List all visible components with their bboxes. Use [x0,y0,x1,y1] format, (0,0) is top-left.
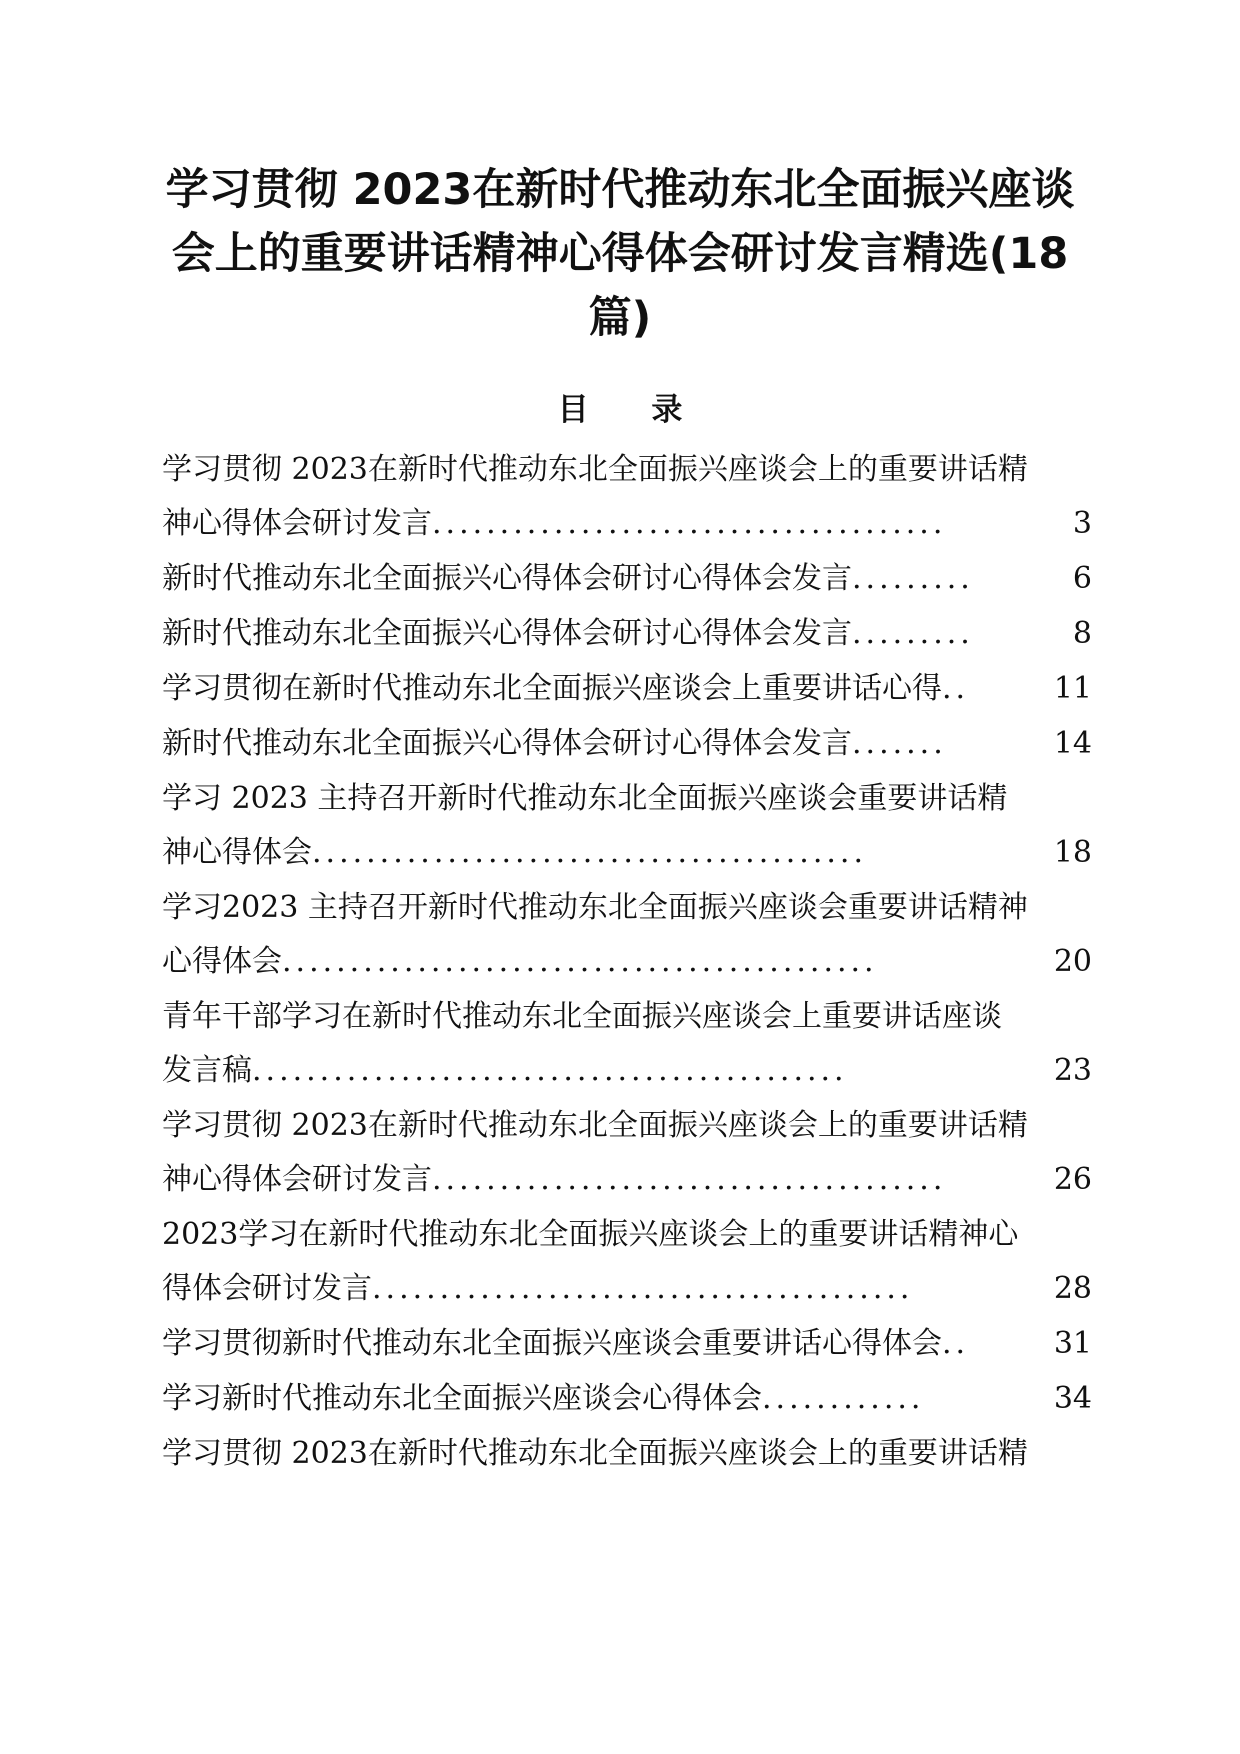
toc-entry[interactable] [162,671,1092,707]
toc-entry-text: 学习贯彻 2023在新时代推动东北全面振兴座谈会上的重要讲话精 [162,1108,1028,1143]
toc-page-number: 8 [1067,616,1092,652]
toc-page-number: 23 [1048,1053,1092,1089]
table-of-contents [162,452,1092,1490]
toc-entry-text: 青年干部学习在新时代推动东北全面振兴座谈会上重要讲话座谈 [162,999,1002,1034]
toc-dot-leader: ....... [852,726,947,761]
toc-dot-leader: ...................................... [432,1162,947,1197]
toc-page-number: 31 [1048,1326,1092,1362]
toc-page-number: 6 [1067,561,1092,597]
toc-dot-leader: ......... [852,616,974,651]
toc-page-number: 28 [1048,1271,1092,1307]
toc-entry-line [162,999,1092,1035]
toc-entry-line [162,1217,1092,1253]
toc-entry-text: 心得体会 [162,944,282,979]
toc-page-number: 26 [1048,1162,1092,1198]
toc-dot-leader: ...................................... [432,506,947,541]
toc-entry-text: 发言稿 [162,1053,252,1088]
toc-entry-text: 2023学习在新时代推动东北全面振兴座谈会上的重要讲话精神心 [162,1217,1019,1252]
toc-page-number: 34 [1048,1381,1092,1417]
toc-entry-text: 学习贯彻新时代推动东北全面振兴座谈会重要讲话心得体会 [162,1326,942,1361]
toc-page-number: 14 [1048,726,1092,762]
toc-entry[interactable] [162,835,1092,871]
toc-entry-text: 神心得体会研讨发言 [162,1162,432,1197]
toc-entry-text: 神心得体会 [162,835,312,870]
toc-dot-leader: .. [942,671,970,706]
title-line: 会上的重要讲话精神心得体会研讨发言精选(18 [171,229,1069,279]
toc-dot-leader: ............................................ [252,1053,848,1088]
document-title [150,158,1090,350]
toc-entry[interactable] [162,1162,1092,1198]
toc-entry-text: 学习贯彻 2023在新时代推动东北全面振兴座谈会上的重要讲话精 [162,1436,1028,1471]
toc-entry-text: 学习2023 主持召开新时代推动东北全面振兴座谈会重要讲话精神 [162,890,1028,925]
toc-dot-leader: ......................................... [312,835,867,870]
toc-dot-leader: ......... [852,561,974,596]
toc-dot-leader: ........................................ [372,1271,914,1306]
toc-dot-leader: ............ [762,1381,925,1416]
toc-entry[interactable] [162,1381,1092,1417]
toc-page-number: 3 [1067,506,1092,542]
toc-entry-text: 学习贯彻 2023在新时代推动东北全面振兴座谈会上的重要讲话精 [162,452,1028,487]
toc-entry-line [162,890,1092,926]
toc-entry-line [162,1108,1092,1144]
toc-entry[interactable] [162,1271,1092,1307]
toc-entry-text: 新时代推动东北全面振兴心得体会研讨心得体会发言 [162,616,852,651]
toc-entry[interactable] [162,561,1092,597]
toc-entry[interactable] [162,944,1092,980]
toc-entry-line [162,781,1092,817]
toc-entry-text: 学习新时代推动东北全面振兴座谈会心得体会 [162,1381,762,1416]
toc-entry-line [162,1436,1092,1472]
toc-entry-text: 新时代推动东北全面振兴心得体会研讨心得体会发言 [162,561,852,596]
toc-dot-leader: ............................................ [282,944,878,979]
toc-entry-text: 学习贯彻在新时代推动东北全面振兴座谈会上重要讲话心得 [162,671,942,706]
toc-entry-text: 得体会研讨发言 [162,1271,372,1306]
toc-page-number: 18 [1048,835,1092,871]
title-line: 学习贯彻 2023在新时代推动东北全面振兴座谈 [165,165,1075,215]
toc-page-number: 11 [1048,671,1092,707]
toc-dot-leader: .. [942,1326,970,1361]
toc-entry[interactable] [162,1326,1092,1362]
toc-entry[interactable] [162,1053,1092,1089]
title-line: 篇) [588,293,652,343]
toc-entry-text: 学习 2023 主持召开新时代推动东北全面振兴座谈会重要讲话精 [162,781,1008,816]
toc-entry[interactable] [162,506,1092,542]
toc-page-number: 20 [1048,944,1092,980]
toc-entry-line [162,452,1092,488]
toc-entry-text: 新时代推动东北全面振兴心得体会研讨心得体会发言 [162,726,852,761]
toc-entry[interactable] [162,726,1092,762]
toc-entry-text: 神心得体会研讨发言 [162,506,432,541]
toc-entry[interactable] [162,616,1092,652]
toc-heading: 目 录 [557,392,709,428]
